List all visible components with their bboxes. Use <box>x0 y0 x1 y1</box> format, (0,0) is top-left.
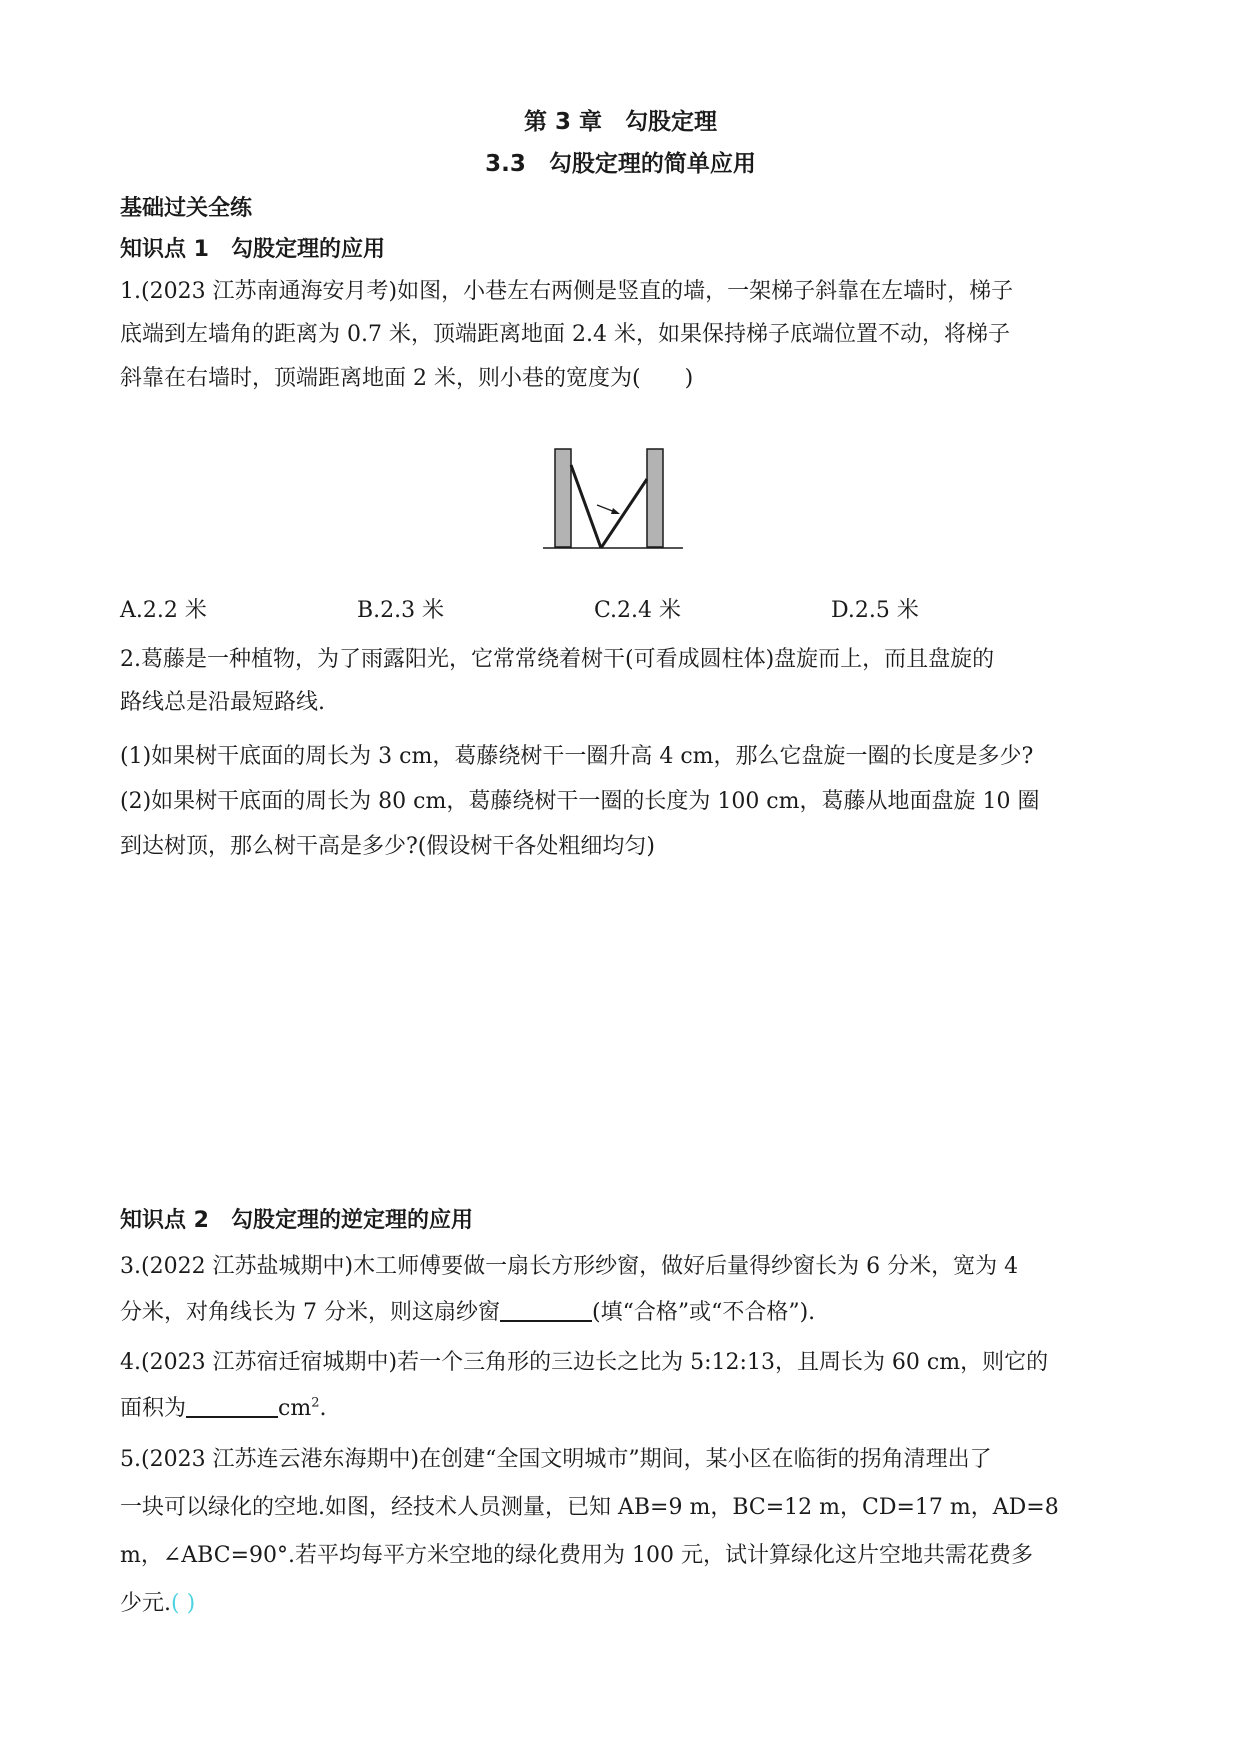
part-title: 基础过关全练 <box>120 196 253 221</box>
ladder-left <box>571 465 601 548</box>
q3-line-2-hint: (填“合格”或“不合格”). <box>592 1300 816 1325</box>
q5-figure-link[interactable]: ( ) <box>171 1591 196 1616</box>
q2-line-2: 路线总是沿最短路线. <box>120 690 325 715</box>
q3-answer-blank[interactable] <box>500 1298 592 1322</box>
q4-unit-exponent: 2 <box>311 1395 320 1411</box>
q4-line-2 <box>120 1394 326 1424</box>
knowledge-point-2-title: 知识点 2 勾股定理的逆定理的应用 <box>120 1208 473 1233</box>
q1-line-1: 1.(2023 江苏南通海安月考)如图，小巷左右两侧是竖直的墙，一架梯子斜靠在左墙时，梯子 <box>120 279 1014 304</box>
q2-part-2-line-1: (2)如果树干底面的周长为 80 cm，葛藤绕树干一圈的长度为 100 cm，葛藤从地面盘旋 10 圈 <box>120 789 1040 814</box>
chapter-title: 第 3 章 勾股定理 <box>523 109 718 135</box>
knowledge-point-1-title: 知识点 1 勾股定理的应用 <box>120 237 385 262</box>
ladder-figure <box>540 445 690 559</box>
q1-line-3 <box>120 364 693 394</box>
q5-line-3: m，∠ABC=90°.若平均每平方米空地的绿化费用为 100 元，试计算绿化这片空地共需花费多 <box>120 1543 1033 1568</box>
q1-option-c: C.2.4 米 <box>594 598 682 623</box>
q4-line-2-end: . <box>319 1396 327 1421</box>
q2-part-1: (1)如果树干底面的周长为 3 cm，葛藤绕树干一圈升高 4 cm，那么它盘旋一圈的长度是多少? <box>120 744 1034 769</box>
q1-line-3-text: 斜靠在右墙时，顶端距离地面 2 米，则小巷的宽度为( <box>120 366 641 391</box>
q2-line-1: 2.葛藤是一种植物，为了雨露阳光，它常常绕着树干(可看成圆柱体)盘旋而上，而且盘旋的 <box>120 647 995 672</box>
q1-line-2: 底端到左墙角的距离为 0.7 米，顶端距离地面 2.4 米，如果保持梯子底端位置不动，将梯子 <box>120 322 1010 347</box>
q5-line-4 <box>120 1589 195 1619</box>
q1-line-3-close: ) <box>684 366 694 391</box>
section-title: 3.3 勾股定理的简单应用 <box>485 151 756 177</box>
right-wall <box>647 449 663 547</box>
q4-line-1: 4.(2023 江苏宿迁宿城期中)若一个三角形的三边长之比为 5:12:13，且周长为 60 cm，则它的 <box>120 1350 1049 1375</box>
q5-line-4-text: 少元. <box>120 1591 171 1616</box>
q3-line-2-text: 分米，对角线长为 7 分米，则这扇纱窗 <box>120 1300 500 1325</box>
q5-line-1: 5.(2023 江苏连云港东海期中)在创建“全国文明城市”期间，某小区在临街的拐角清理出了 <box>120 1447 992 1472</box>
q1-option-a: A.2.2 米 <box>120 598 207 623</box>
q4-unit: cm <box>278 1396 312 1421</box>
q5-line-2: 一块可以绿化的空地.如图，经技术人员测量，已知 AB=9 m，BC=12 m，CD=17 m，AD=8 <box>120 1495 1059 1520</box>
q3-line-2 <box>120 1298 815 1328</box>
q2-part-2-line-2: 到达树顶，那么树干高是多少?(假设树干各处粗细均匀) <box>120 834 655 859</box>
q1-option-b: B.2.3 米 <box>357 598 445 623</box>
left-wall <box>555 449 571 547</box>
ladder-right <box>601 479 647 548</box>
q4-answer-blank[interactable] <box>186 1394 278 1418</box>
rotation-arrow-head <box>611 508 620 514</box>
q3-line-1: 3.(2022 江苏盐城期中)木工师傅要做一扇长方形纱窗，做好后量得纱窗长为 6 分米，宽为 4 <box>120 1254 1019 1279</box>
q4-line-2-text: 面积为 <box>120 1396 187 1421</box>
q1-option-d: D.2.5 米 <box>831 598 919 623</box>
